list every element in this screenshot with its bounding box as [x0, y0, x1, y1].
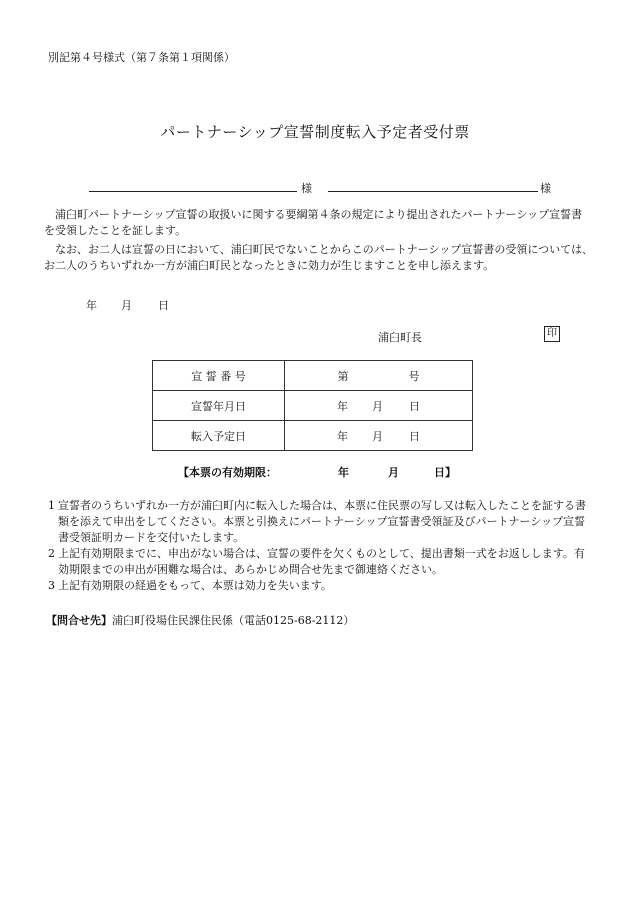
addressee-line-2 [328, 191, 538, 192]
addressee-suffix-2: 様 [540, 182, 551, 195]
contact-text: 浦臼町役場住民課住民係（電話0125-68-2112） [112, 614, 355, 627]
effectivity-paragraph: なお、お二人は宣誓の日において、浦臼町民でないことからこのパートナーシップ宣誓書の受領については､お二人のうちいずれか一方が浦臼町民となったときに効力が生じますことを申し添えます。 [44, 243, 588, 272]
oath-number-label: 宣 誓 番 号 [153, 361, 285, 391]
addressee-suffix-1: 様 [301, 182, 312, 195]
table-row [153, 421, 473, 451]
oath-date-value: 年 月 日 [285, 391, 473, 421]
contact-label: 【問合せ先】 [46, 614, 112, 627]
table-row [153, 361, 473, 391]
issuer-title: 浦臼町長 [378, 331, 422, 344]
contact-info [46, 612, 354, 628]
deadline-year: 年 [338, 466, 349, 479]
table-row [153, 391, 473, 421]
move-in-date-value: 年 月 日 [285, 421, 473, 451]
info-table [152, 360, 473, 451]
form-number-label: 別記第４号様式（第７条第１項関係） [48, 51, 235, 64]
oath-date-label: 宣誓年月日 [153, 391, 285, 421]
notes-list [44, 498, 592, 594]
list-item: 1 宣誓者のうちいずれか一方が浦臼町内に転入した場合は、本票に住民票の写し又は転入したことを証する書類を添えて申出をしてください。本票と引換えにパートナーシップ宣誓書受領証及びパートナーシップ宣誓書受領証明カードを交付いたします。 [48, 499, 586, 544]
oath-number-value: 第 号 [285, 361, 473, 391]
certification-paragraph: 浦臼町パートナーシップ宣誓の取扱いに関する要綱第４条の規定により提出されたパートナーシップ宣誓書を受領したことを証します。 [44, 208, 583, 237]
addressee-line-1 [89, 191, 297, 192]
list-item: 3 上記有効期限の経過をもって、本票は効力を失います。 [48, 579, 332, 592]
issue-date [86, 297, 169, 313]
move-in-date-label: 転入予定日 [153, 421, 285, 451]
list-item: 2 上記有効期限までに、申出がない場合は、宣誓の要件を欠くものとして、提出書類一式をお返しします。有効期限までの申出が困難な場合は、あらかじめ問合せ先まで御連絡ください。 [48, 547, 585, 576]
issue-date-year: 年 [86, 299, 97, 312]
issue-date-month: 月 [121, 299, 132, 312]
deadline-month: 月 [388, 466, 399, 479]
deadline-day: 日】 [434, 466, 456, 479]
deadline-label: 【本票の有効期限： [178, 466, 277, 479]
document-title: パートナーシップ宣誓制度転入予定者受付票 [160, 123, 470, 141]
seal-mark: 印 [544, 326, 560, 342]
issue-date-day: 日 [158, 299, 169, 312]
